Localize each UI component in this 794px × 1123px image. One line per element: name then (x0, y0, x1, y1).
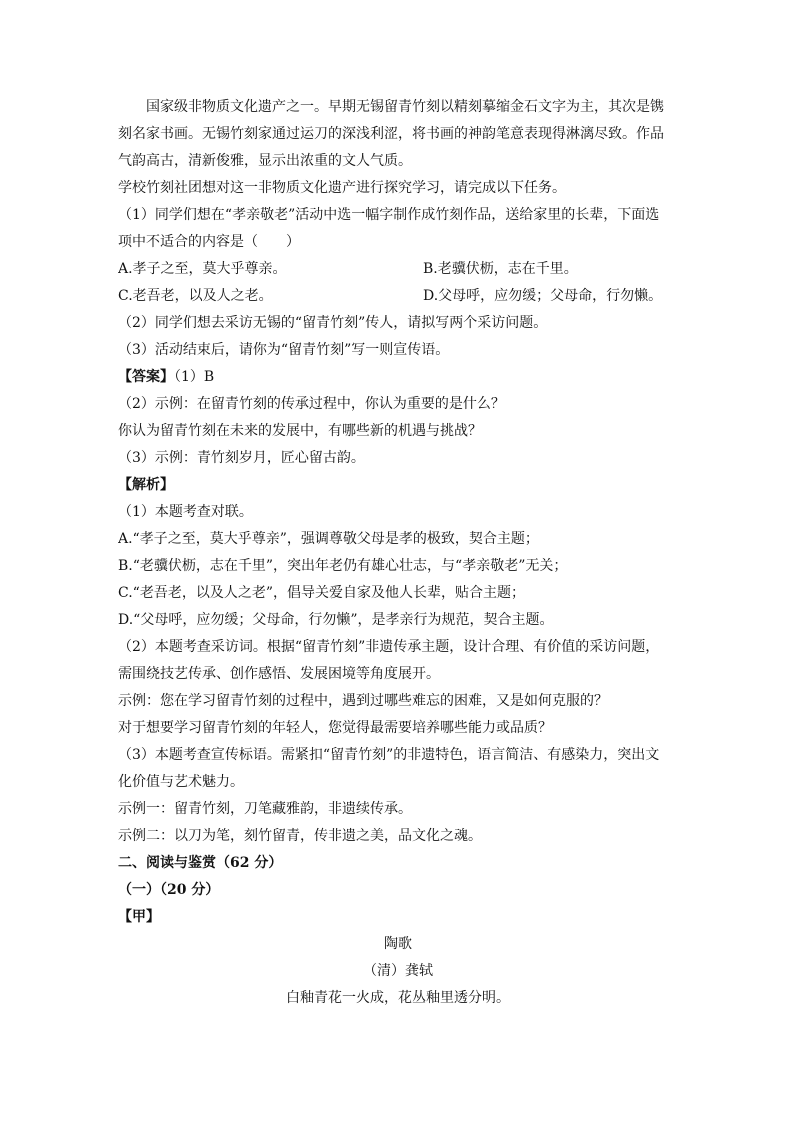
analysis-line: 示例：您在学习留青竹刻的过程中，遇到过哪些难忘的困难，又是如何克服的？ (118, 693, 608, 709)
poem-title: 陶歌 (384, 936, 412, 952)
document-body (118, 94, 678, 1012)
intro-line: 国家级非物质文化遗产之一。早期无锡留青竹刻以精刻摹缩金石文字为主，其次是镌 (146, 99, 664, 115)
answer-1: （1）B (174, 369, 215, 385)
option-c: C.老吾老，以及人之老。 (118, 288, 273, 304)
option-a: A.孝子之至，莫大乎尊亲。 (118, 261, 287, 277)
analysis-line: 化价值与艺术魅力。 (118, 774, 244, 790)
answer-3: （3）示例：青竹刻岁月，匠心留古韵。 (118, 450, 365, 466)
analysis-line: （1）本题考查对联。 (118, 504, 253, 520)
question-2: （2）同学们想去采访无锡的“留青竹刻”传人，请拟写两个采访问题。 (118, 315, 548, 331)
analysis-line: C.“老吾老，以及人之老”，倡导关爱自家及他人长辈，贴合主题； (118, 585, 525, 601)
task-intro: 学校竹刻社团想对这一非物质文化遗产进行探究学习，请完成以下任务。 (118, 180, 566, 196)
answer-line-1 (118, 364, 678, 391)
answer-2-line: （2）示例：在留青竹刻的传承过程中，你认为重要的是什么？ (118, 396, 505, 412)
analysis-line: （3）本题考查宣传标语。需紧扣“留青竹刻”的非遗特色，语言简洁、有感染力，突出文 (118, 747, 660, 763)
options-row-2 (118, 283, 678, 310)
analysis-line: D.“父母呼，应勿缓；父母命，行勿懒”，是孝亲行为规范，契合主题。 (118, 612, 554, 628)
intro-paragraph (118, 94, 678, 175)
intro-line: 刻名家书画。无锡竹刻家通过运刀的深浅利涩，将书画的神韵笔意表现得淋漓尽致。作品 (118, 126, 664, 142)
analysis-line: 示例二：以刀为笔，刻竹留青，传非遗之美，品文化之魂。 (118, 828, 482, 844)
analysis-line: 需围绕技艺传承、创作感悟、发展困境等角度展开。 (118, 666, 440, 682)
question-1-line: 项中不适合的内容是（ ） (118, 234, 300, 250)
poem (118, 931, 678, 1012)
analysis-line: A.“孝子之至，莫大乎尊亲”，强调尊敬父母是孝的极致，契合主题； (118, 531, 539, 547)
analysis-line: （2）本题考查采访词。根据“留青竹刻”非遗传承主题，设计合理、有价值的采访问题， (118, 639, 660, 655)
analysis-section (118, 472, 678, 850)
question-1-line: （1）同学们想在“孝亲敬老”活动中选一幅字制作成竹刻作品，送给家里的长辈，下面选 (118, 207, 660, 223)
section-2-title: 二、阅读与鉴赏（62 分） (118, 855, 283, 871)
options-row-1 (118, 256, 678, 283)
answer-section (118, 364, 678, 472)
section-2 (118, 850, 678, 931)
section-2-jia: 【甲】 (118, 909, 160, 925)
question-1 (118, 202, 678, 310)
option-d: D.父母呼，应勿缓；父母命，行勿懒。 (423, 288, 663, 304)
answer-2-line: 你认为留青竹刻在未来的发展中，有哪些新的机遇与挑战？ (118, 423, 482, 439)
analysis-header: 【解析】 (118, 477, 174, 493)
question-3: （3）活动结束后，请你为“留青竹刻”写一则宣传语。 (118, 342, 450, 358)
answer-header: 【答案】 (118, 369, 174, 385)
analysis-line: B.“老骥伏枥，志在千里”，突出年老仍有雄心壮志，与“孝亲敬老”无关； (118, 558, 568, 574)
poem-author: （清）龚轼 (363, 963, 433, 979)
analysis-line: 对于想要学习留青竹刻的年轻人，您觉得最需要培养哪些能力或品质？ (118, 720, 552, 736)
section-2-part-1: （一）（20 分） (118, 882, 220, 898)
poem-line: 白釉青花一火成，花丛釉里透分明。 (286, 990, 510, 1006)
intro-line: 气韵高古，清新俊雅，显示出浓重的文人气质。 (118, 153, 412, 169)
analysis-line: 示例一：留青竹刻，刀笔藏雅韵，非遗续传承。 (118, 801, 412, 817)
option-b: B.老骥伏枥，志在千里。 (423, 261, 578, 277)
